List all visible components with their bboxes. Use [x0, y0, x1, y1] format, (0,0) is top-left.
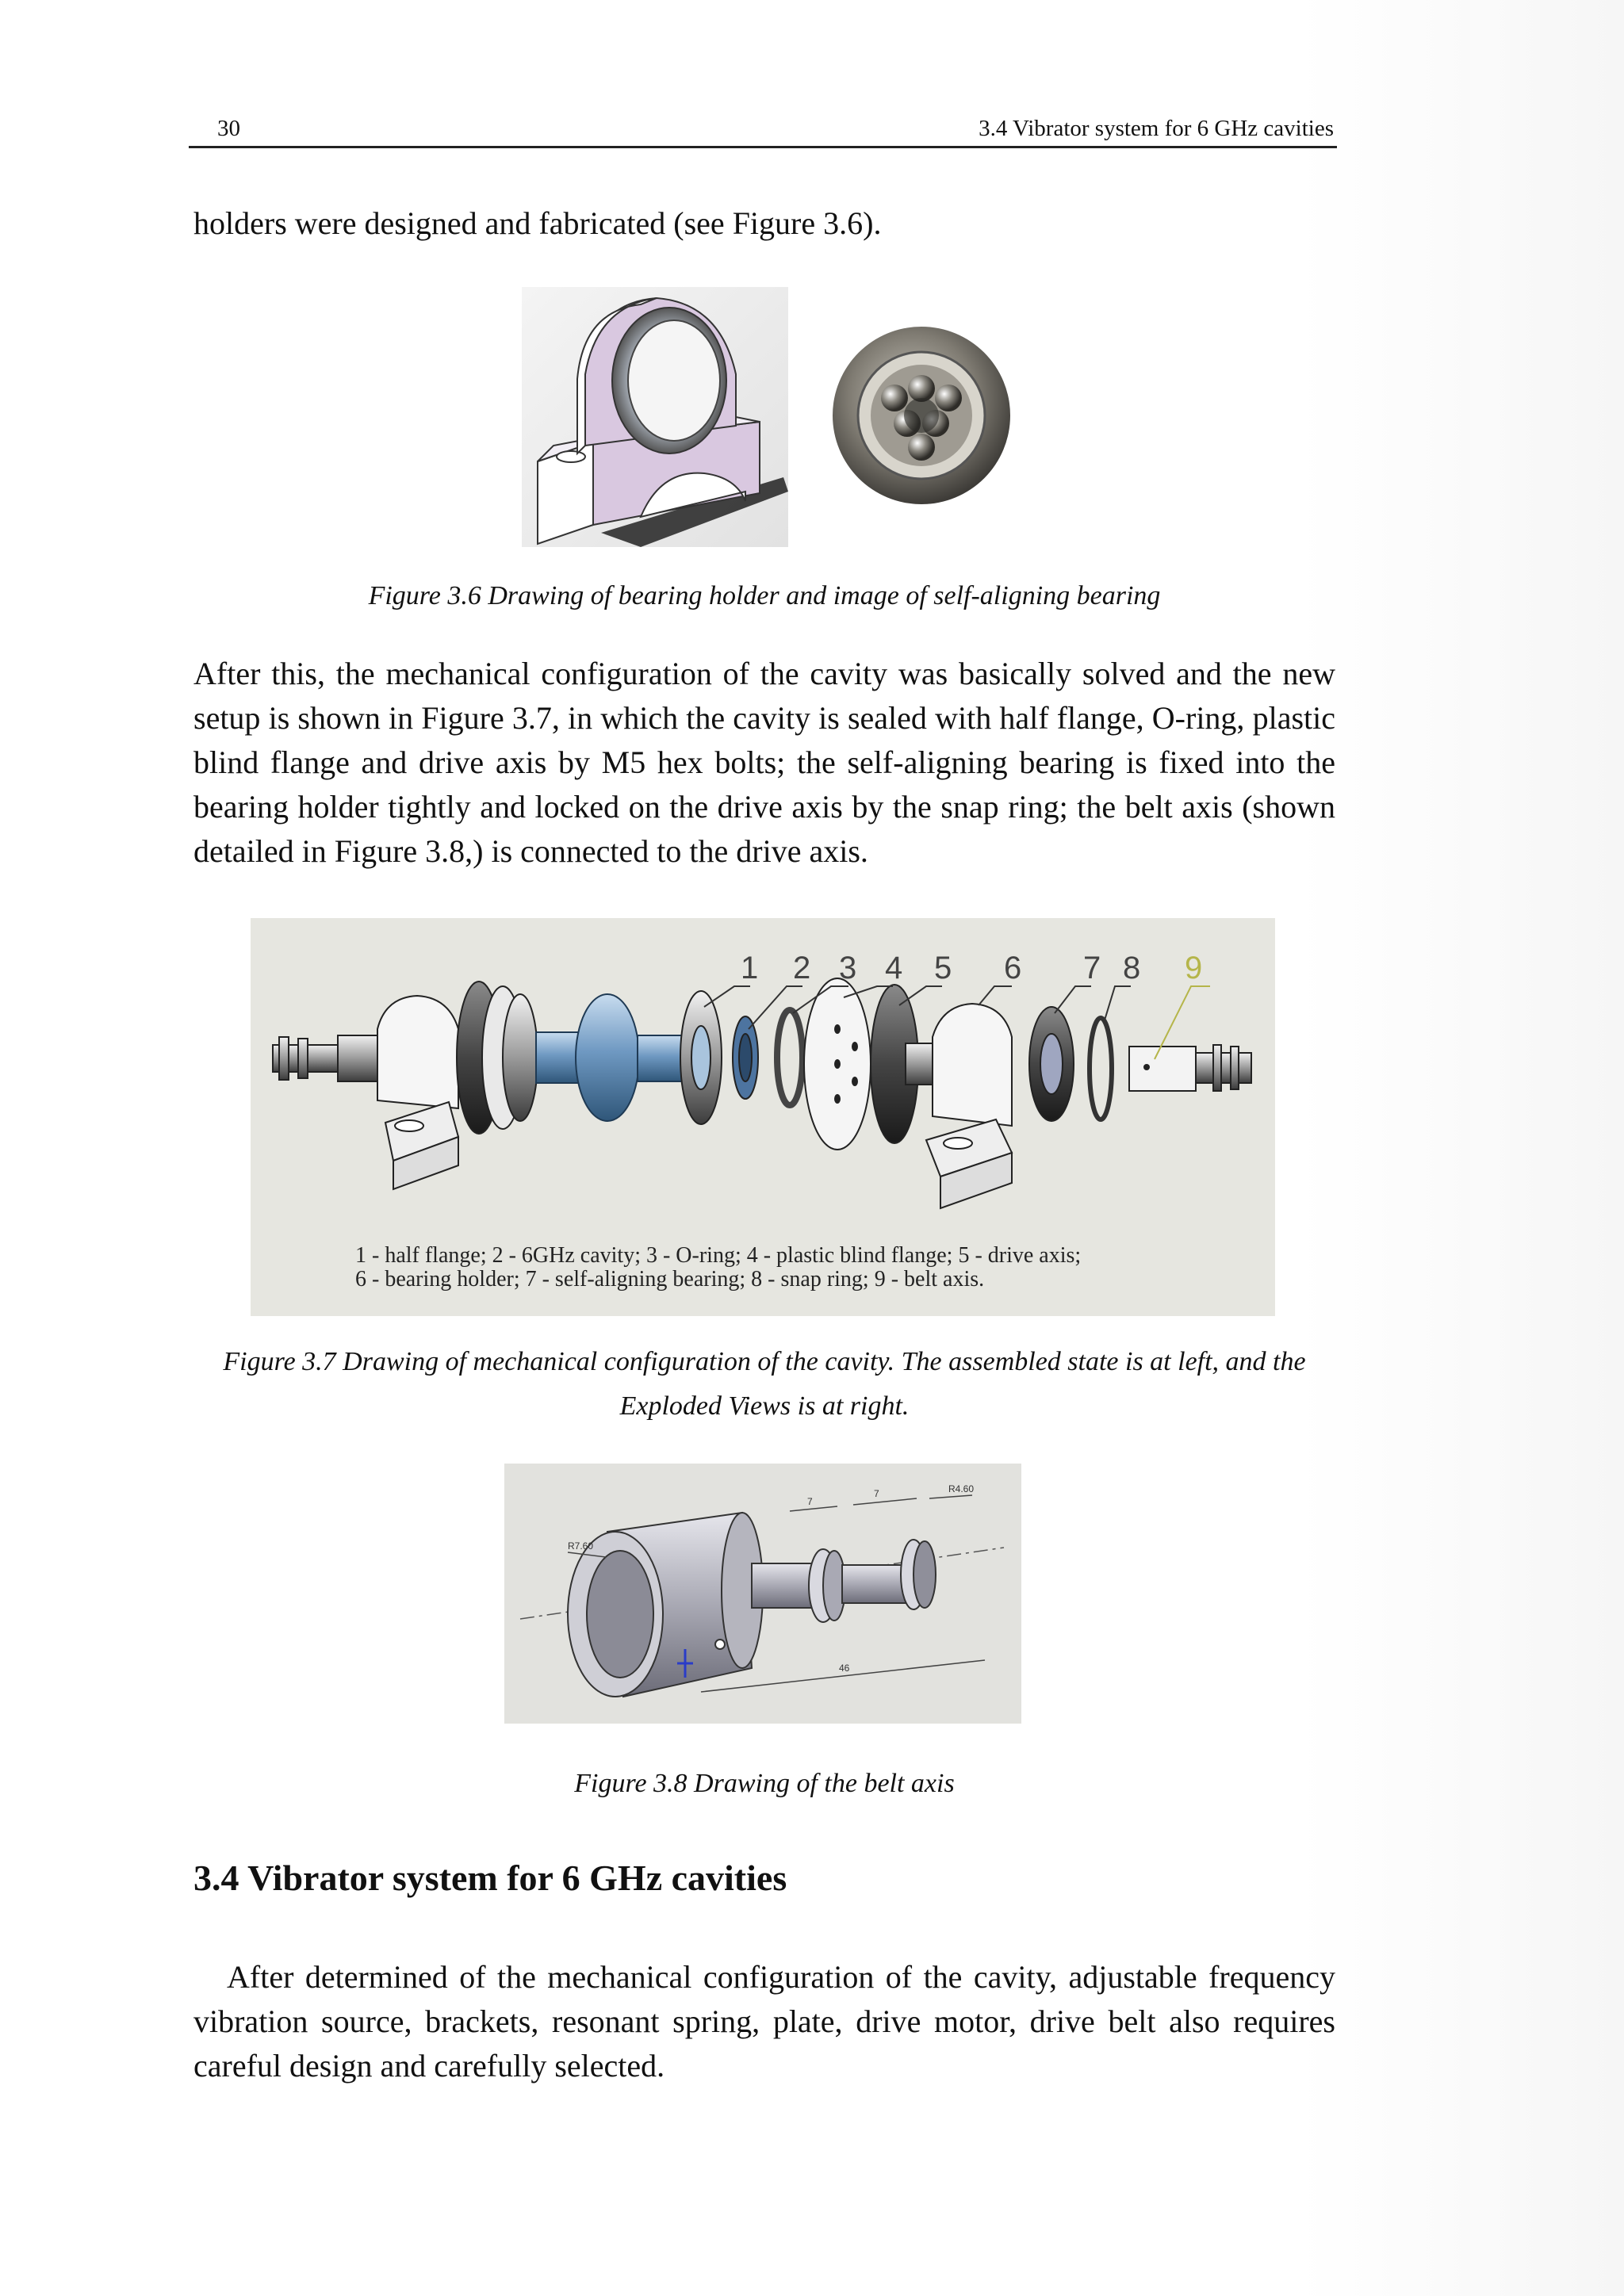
part-number-2: 2 [793, 951, 811, 985]
running-head: 3.4 Vibrator system for 6 GHz cavities [979, 116, 1334, 141]
figure-3-6-caption: Figure 3.6 Drawing of bearing holder and image of self-aligning bearing [368, 581, 1161, 610]
part-number-9: 9 [1185, 951, 1203, 985]
paragraph-configuration: After this, the mechanical configuration of the cavity was basically solved and the new setup is shown in Figure 3.7, in which the cavity is sealed with half flange, O-ring, plastic blind flange and drive axis by M5 hex bolts; the self-aligning bearing is fixed into the bearing holder tightly and locked on the drive axis by the snap ring; the belt axis (shown detailed in Figure 3.8,) is connected to the drive axis. [193, 656, 1335, 869]
figure-3-8-caption: Figure 3.8 Drawing of the belt axis [574, 1769, 955, 1798]
dim-46: 46 [839, 1663, 850, 1674]
part-number-7: 7 [1083, 951, 1101, 985]
mechanical-configuration-drawing [251, 918, 1275, 1316]
dim-7-b: 7 [874, 1488, 879, 1499]
part-number-6: 6 [1004, 951, 1022, 985]
figure-3-7-caption: Figure 3.7 Drawing of mechanical configuration of the cavity. The assembled state is at left, and the Exploded Views is at right. [223, 1347, 1306, 1421]
legend-line-1: 1 - half flange; 2 - 6GHz cavity; 3 - O-ring; 4 - plastic blind flange; 5 - drive axis; [355, 1243, 1082, 1268]
page-number: 30 [217, 116, 240, 141]
part-number-8: 8 [1123, 951, 1141, 985]
legend-line-2: 6 - bearing holder; 7 - self-aligning bearing; 8 - snap ring; 9 - belt axis. [355, 1267, 985, 1292]
header-rule [189, 146, 1337, 148]
dim-r4: R4.60 [948, 1483, 975, 1494]
belt-axis-drawing [504, 1464, 1021, 1724]
dim-7-a: 7 [807, 1496, 813, 1507]
part-number-3: 3 [839, 951, 857, 985]
self-aligning-bearing-image [828, 322, 1015, 509]
section-heading: 3.4 Vibrator system for 6 GHz cavities [193, 1858, 787, 1898]
dim-r7: R7.60 [568, 1540, 594, 1552]
part-number-1: 1 [741, 951, 759, 985]
part-number-5: 5 [934, 951, 952, 985]
paragraph-vibrator-intro: After determined of the mechanical configuration of the cavity, adjustable frequency vibration source, brackets, resonant spring, plate, drive motor, drive belt also requires careful design and carefully selected. [193, 1959, 1335, 2084]
paragraph-continued: holders were designed and fabricated (see Figure 3.6). [193, 205, 882, 241]
part-number-4: 4 [885, 951, 903, 985]
bearing-holder-drawing [522, 287, 788, 547]
